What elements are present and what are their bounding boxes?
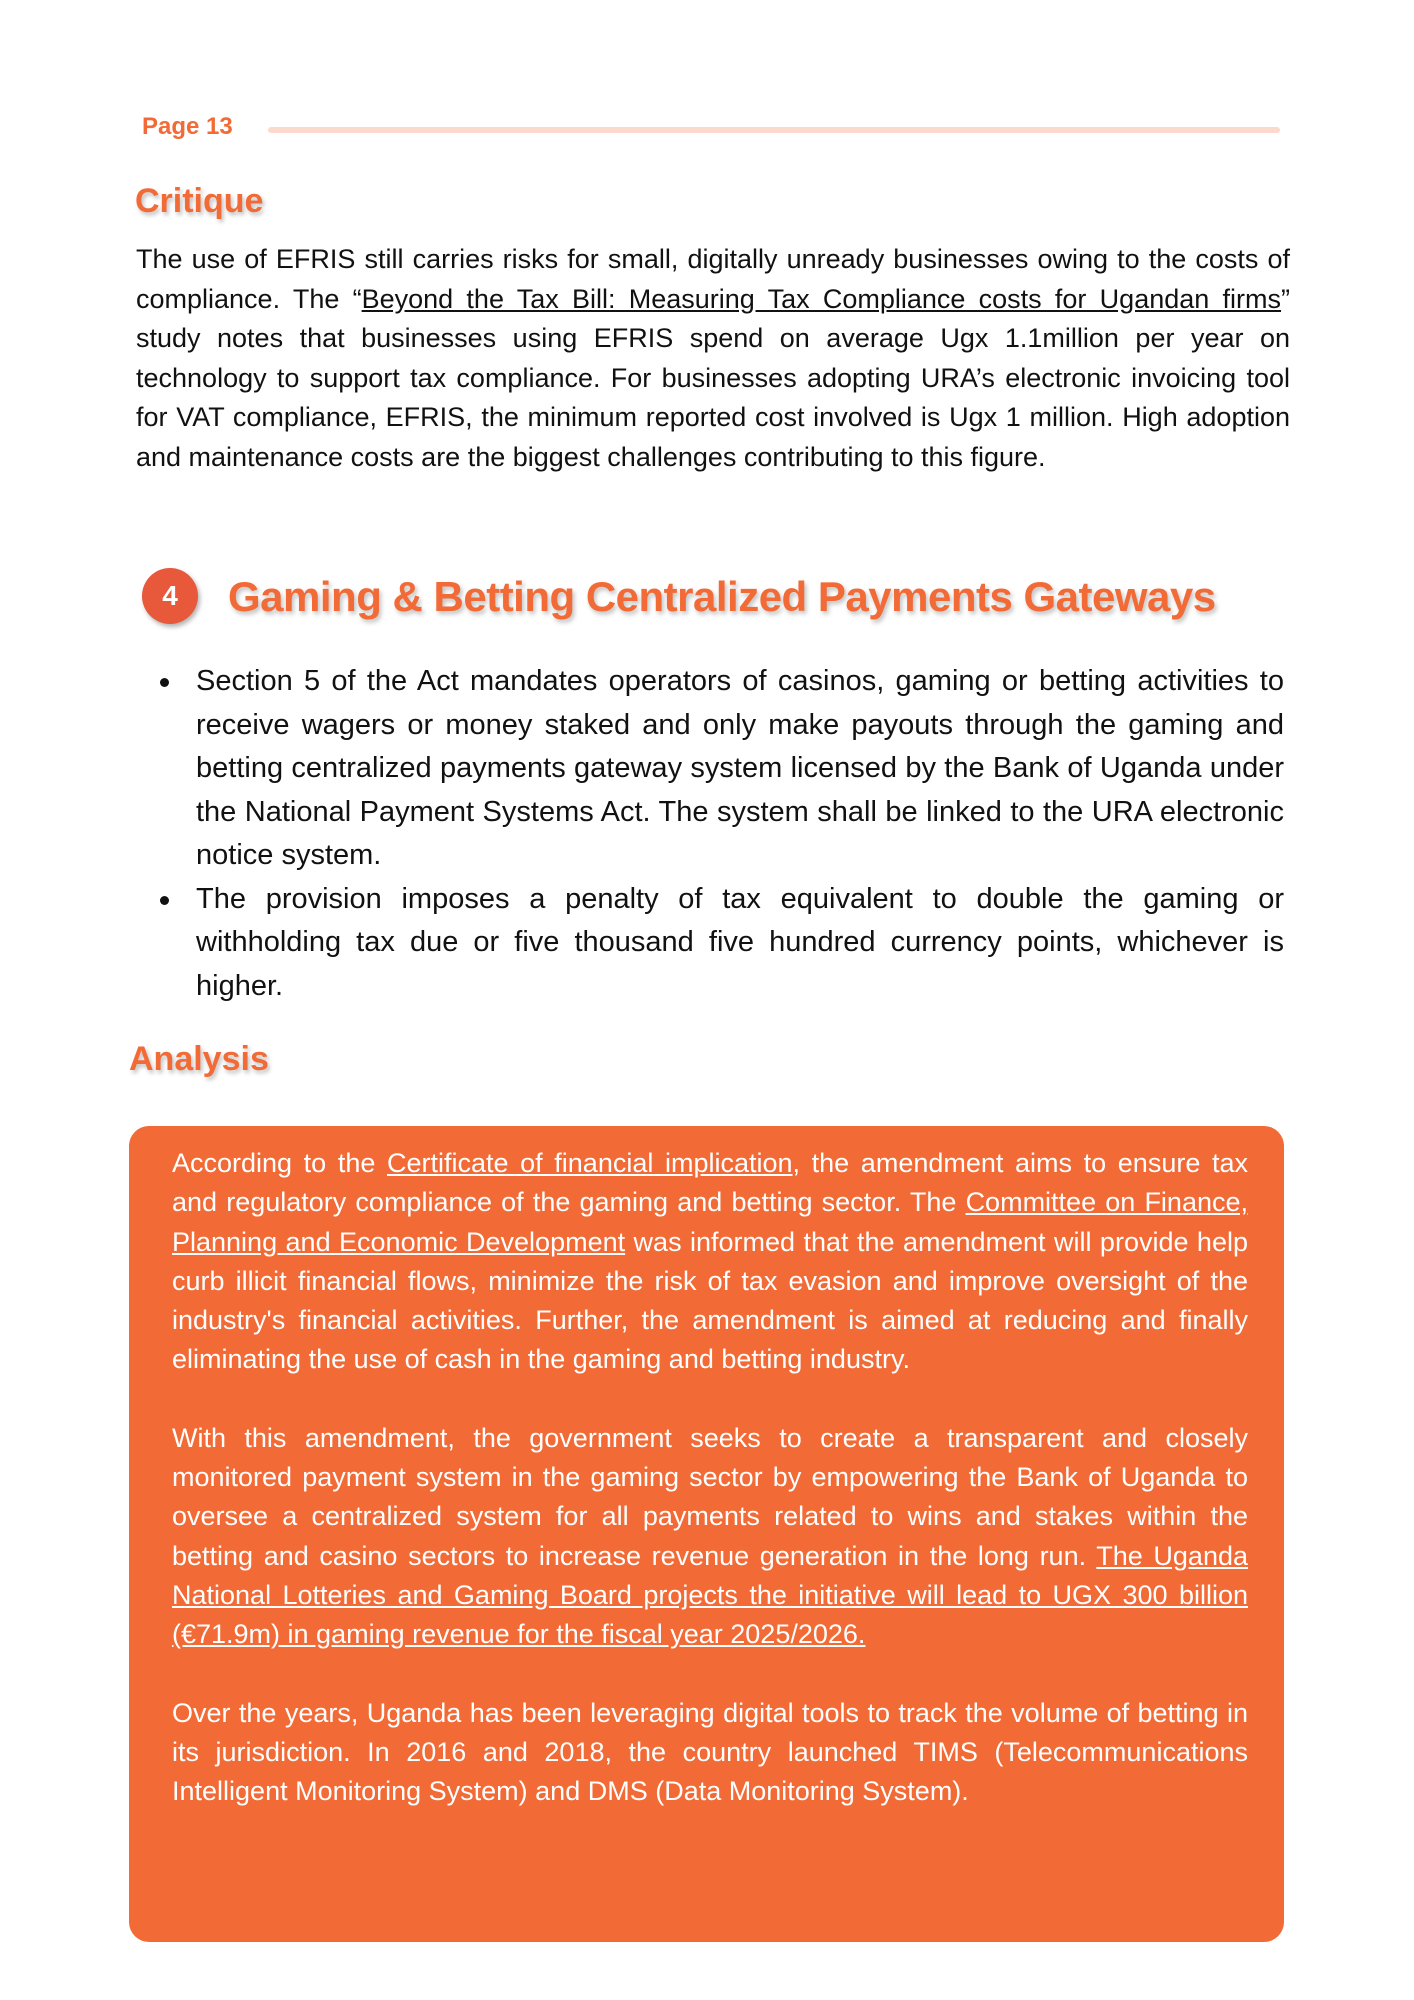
critique-text-1: The use of EFRIS still carries risks for small, digitally unready businesses owing to the costs of compliance. The “ — [136, 244, 1290, 314]
analysis-callout-box — [129, 1126, 1284, 1942]
critique-heading: Critique — [135, 182, 264, 220]
list-item — [152, 660, 1284, 878]
bullet-text: Section 5 of the Act mandates operators of casinos, gaming or betting activities to receive wagers or money staked and only make payouts through the gaming and betting centralized payments gateway system licensed by the Bank of Uganda under the National Payment Systems Act. The system shall be linked to the URA electronic notice system. — [196, 665, 1284, 871]
analysis-heading: Analysis — [129, 1040, 269, 1078]
analysis-text: According to the — [172, 1148, 387, 1178]
bullet-icon — [160, 678, 169, 687]
finance-committee-link[interactable]: Committee on Finance, Planning and Economic Development — [172, 1187, 1248, 1257]
critique-text-2: ” study notes that businesses using EFRIS spend on average Ugx 1.1million per year on technology to support tax compliance. For businesses adopting URA’s electronic invoicing tool for VAT compliance, EFRIS, the minimum reported cost involved is Ugx 1 million. High adoption and maintenance costs are the biggest challenges contributing to this figure. — [136, 283, 1291, 472]
page-number: Page 13 — [142, 113, 233, 140]
provision-bullet-list — [152, 660, 1284, 1008]
analysis-paragraph-3: Over the years, Uganda has been leveraging digital tools to track the volume of betting in its jurisdiction. In 2016 and 2018, the country launched TIMS (Telecommunications Intelligent Monitoring System) and DMS (Data Monitoring System). — [172, 1697, 1248, 1807]
analysis-text: With this amendment, the government seeks to create a transparent and closely monitored payment system in the gaming sector by empowering the Bank of Uganda to oversee a centralized system for all payments related to wins and stakes within the betting and casino sectors to increase revenue generation in the long run. — [172, 1422, 1248, 1571]
section-heading: Gaming & Betting Centralized Payments Gateways — [228, 573, 1216, 620]
bullet-icon — [160, 896, 169, 905]
analysis-paragraph-1 — [172, 1144, 1248, 1380]
certificate-financial-implication-link[interactable]: Certificate of financial implication — [386, 1148, 793, 1178]
section-number-badge: 4 — [142, 568, 198, 624]
list-item — [152, 878, 1284, 1009]
gaming-board-projection-link[interactable]: The Uganda National Lotteries and Gaming Board projects the initiative will lead to UGX 300 billion (€71.9m) in gaming revenue for the fiscal year 2025/2026. — [172, 1540, 1248, 1650]
critique-paragraph — [136, 240, 1290, 477]
bullet-text: The provision imposes a penalty of tax equivalent to double the gaming or withholding tax due or five thousand five hundred currency points, whichever is higher. — [196, 882, 1284, 1002]
header-divider — [268, 127, 1280, 133]
analysis-text: was informed that the amendment will provide help curb illicit financial flows, minimize the risk of tax evasion and improve oversight of the industry's financial activities. Further, the amendment is aimed at reducing and finally eliminating the use of cash in the gaming and betting industry. — [172, 1226, 1248, 1375]
analysis-paragraph-2 — [172, 1419, 1248, 1655]
tax-compliance-study-link[interactable]: Beyond the Tax Bill: Measuring Tax Compliance costs for Ugandan firms — [361, 283, 1282, 314]
analysis-text: , the amendment aims to ensure tax and regulatory compliance of the gaming and betting sector. The — [172, 1148, 1248, 1218]
